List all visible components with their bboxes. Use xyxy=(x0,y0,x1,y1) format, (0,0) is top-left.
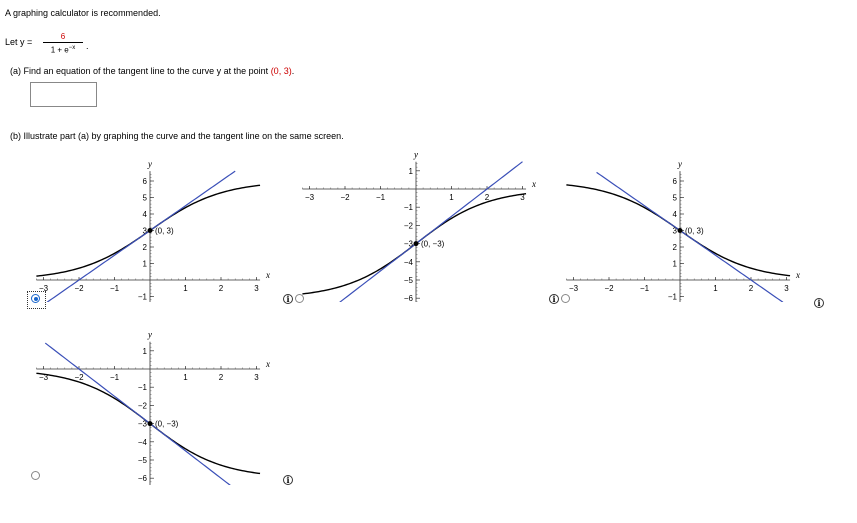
y-tick-label: −6 xyxy=(137,474,147,484)
point-label: (0, 3) xyxy=(155,226,174,236)
y-tick-label: 2 xyxy=(672,243,677,252)
info-icon[interactable]: i xyxy=(283,294,293,304)
y-tick-label: 3 xyxy=(142,226,147,236)
y-tick-label: 3 xyxy=(672,226,677,236)
y-axis-label: y xyxy=(148,159,152,170)
tangent-line xyxy=(597,172,783,302)
let-label: Let y = xyxy=(5,37,33,47)
fraction-numerator: 6 xyxy=(60,32,66,41)
y-tick-label: 5 xyxy=(672,193,677,203)
y-tick-label: −2 xyxy=(137,401,147,411)
y-tick-label: −5 xyxy=(403,276,413,285)
x-tick-label: −3 xyxy=(304,193,315,202)
y-tick-label: 1 xyxy=(142,346,147,356)
y-tick-label: −1 xyxy=(137,383,147,393)
part-b-prompt: (b) Illustrate part (a) by graphing the curve and the tangent line on the same screen. xyxy=(10,131,344,141)
radio-button-icon[interactable] xyxy=(561,294,570,303)
y-axis-label: y xyxy=(148,329,152,340)
x-tick-label: 1 xyxy=(713,284,718,293)
radio-button-icon[interactable] xyxy=(31,471,40,480)
point-label: (0, 3) xyxy=(685,226,704,236)
y-tick-label: −3 xyxy=(137,419,147,429)
fraction-denominator: $1 + e^{-x}$ xyxy=(50,45,76,55)
info-icon[interactable]: i xyxy=(814,298,824,308)
part-a-prompt: (a) Find an equation of the tangent line to the curve y at the point (0, 3). xyxy=(10,66,295,76)
x-axis-label: x xyxy=(266,359,271,369)
y-tick-label: −1 xyxy=(137,292,147,302)
intro-text: A graphing calculator is recommended. xyxy=(5,8,161,18)
x-axis-label: x xyxy=(796,270,801,280)
tangent-point xyxy=(148,421,153,426)
y-tick-label: −4 xyxy=(137,437,147,447)
x-tick-label: −1 xyxy=(639,284,650,293)
info-icon[interactable]: i xyxy=(549,294,559,304)
x-tick-label: 1 xyxy=(183,284,188,293)
y-tick-label: −5 xyxy=(137,456,147,465)
x-tick-label: 2 xyxy=(218,284,224,293)
graph-option-3 xyxy=(563,148,813,302)
x-tick-label: 1 xyxy=(449,193,454,202)
graph-option-4 xyxy=(35,325,280,485)
tangent-point xyxy=(148,228,153,233)
y-tick-label: 1 xyxy=(142,259,147,269)
x-tick-label: 2 xyxy=(484,193,490,202)
y-tick-label: 5 xyxy=(142,193,147,203)
x-tick-label: −1 xyxy=(109,373,120,382)
x-tick-label: −1 xyxy=(109,284,120,293)
x-tick-label: −3 xyxy=(38,373,49,382)
x-tick-label: 3 xyxy=(254,373,259,382)
x-axis-label: x xyxy=(532,179,537,189)
y-tick-label: 2 xyxy=(142,243,147,252)
tangent-point xyxy=(414,241,419,246)
x-tick-label: −2 xyxy=(74,284,84,293)
x-tick-label: 1 xyxy=(183,373,188,382)
x-tick-label: −2 xyxy=(604,284,614,293)
y-tick-label: 6 xyxy=(142,177,147,186)
y-axis-label: y xyxy=(414,149,418,160)
y-tick-label: −1 xyxy=(667,292,677,302)
tangent-line xyxy=(334,162,522,302)
graph-option-1 xyxy=(35,148,280,302)
y-tick-label: 4 xyxy=(672,210,677,219)
x-axis-label: x xyxy=(266,270,271,280)
y-tick-label: −6 xyxy=(403,294,413,302)
y-axis-label: y xyxy=(678,159,682,170)
x-tick-label: −1 xyxy=(375,193,386,202)
x-tick-label: 3 xyxy=(784,284,789,293)
y-tick-label: −3 xyxy=(403,239,413,249)
tangent-answer-input[interactable] xyxy=(30,82,97,107)
x-tick-label: −3 xyxy=(568,284,579,293)
tangent-point xyxy=(678,228,683,233)
x-tick-label: −3 xyxy=(38,284,49,293)
y-tick-label: −4 xyxy=(403,257,413,267)
x-tick-label: 2 xyxy=(748,284,754,293)
graph-option-2 xyxy=(300,148,550,302)
radio-button-icon[interactable] xyxy=(295,294,304,303)
point-label: (0, −3) xyxy=(155,419,179,429)
y-tick-label: 4 xyxy=(142,210,147,219)
y-tick-label: −1 xyxy=(403,203,413,213)
x-tick-label: 3 xyxy=(520,193,525,202)
radio-button-icon[interactable] xyxy=(31,294,40,303)
point-value: (0, 3) xyxy=(270,66,292,76)
y-tick-label: 6 xyxy=(672,177,677,186)
y-tick-label: −2 xyxy=(403,221,413,231)
function-fraction xyxy=(41,31,85,56)
x-tick-label: 2 xyxy=(218,373,224,382)
x-tick-label: 3 xyxy=(254,284,259,293)
fraction-period: . xyxy=(86,41,89,51)
tangent-line xyxy=(47,171,235,302)
x-tick-label: −2 xyxy=(74,373,84,382)
info-icon[interactable]: i xyxy=(283,475,293,485)
point-label: (0, −3) xyxy=(421,239,445,249)
y-tick-label: 1 xyxy=(672,259,677,269)
x-tick-label: −2 xyxy=(340,193,350,202)
y-tick-label: 1 xyxy=(408,166,413,176)
